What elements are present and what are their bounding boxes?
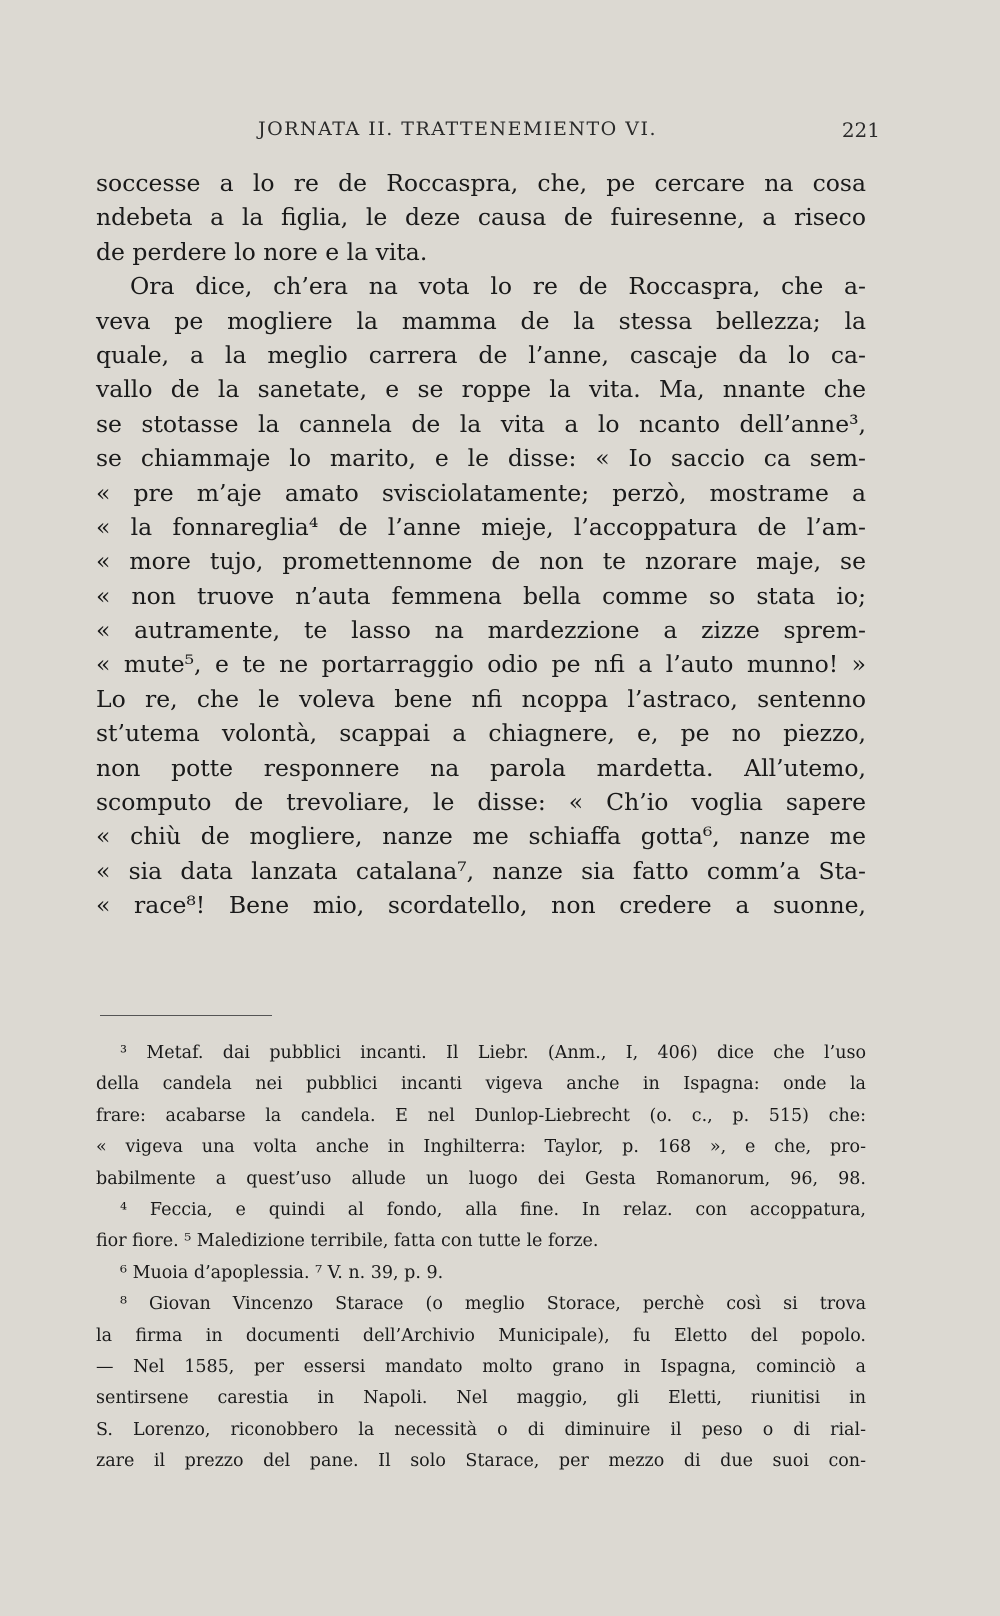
page-number: 221 xyxy=(841,118,880,142)
footnote-line: fior fiore. ⁵ Maledizione terribile, fatta con tutte le forze. xyxy=(96,1231,599,1252)
running-head: JORNATA II. TRATTENEMIENTO VI. xyxy=(258,118,658,140)
text-line: se chiammaje lo marito, e le disse: « Io saccio ca sem- xyxy=(96,444,866,473)
text-line: « la fonnareglia⁴ de l’anne mieje, l’accoppatura de l’am- xyxy=(96,512,866,541)
text-line: « mute⁵, e te ne portarraggio odio pe nfi a l’auto munno! » xyxy=(96,650,866,679)
page-header xyxy=(258,118,880,148)
text-line: scomputo de trevoliare, le disse: « Ch’io voglia sapere xyxy=(96,788,866,817)
footnote-line: sentirsene carestia in Napoli. Nel maggio, gli Eletti, riunitisi in xyxy=(96,1388,866,1409)
footnote-line: — Nel 1585, per essersi mandato molto grano in Ispagna, cominciò a xyxy=(96,1356,866,1377)
footnote-line: della candela nei pubblici incanti vigeva anche in Ispagna: onde la xyxy=(96,1074,866,1095)
footnote-line: ³ Metaf. dai pubblici incanti. Il Liebr. (Anm., I, 406) dice che l’uso xyxy=(120,1043,866,1063)
text-line: « chiù de mogliere, nanze me schiaffa gotta⁶, nanze me xyxy=(96,822,866,851)
text-line: soccesse a lo re de Roccaspra, che, pe cercare na cosa xyxy=(96,169,866,197)
text-line: « race⁸! Bene mio, scordatello, non credere a suonne, xyxy=(96,891,866,920)
text-line: Lo re, che le voleva bene nfi ncoppa l’astraco, sentenno xyxy=(96,684,866,713)
footnote-line: S. Lorenzo, riconobbero la necessità o di diminuire il peso o di rial- xyxy=(96,1419,866,1440)
footnote-line: la firma in documenti dell’Archivio Municipale), fu Eletto del popolo. xyxy=(96,1325,866,1346)
text-line: « more tujo, promettennome de non te nzorare maje, se xyxy=(96,547,866,576)
text-line: Ora dice, ch’era na vota lo re de Roccaspra, che a- xyxy=(130,272,866,301)
text-line: se stotasse la cannela de la vita a lo ncanto dell’anne³, xyxy=(96,409,866,438)
footnote-line: zare il prezzo del pane. Il solo Starace, per mezzo di due suoi con- xyxy=(96,1451,866,1472)
text-line: quale, a la meglio carrera de l’anne, cascaje da lo ca- xyxy=(96,340,866,369)
text-line: veva pe mogliere la mamma de la stessa bellezza; la xyxy=(96,306,866,335)
text-line: « autramente, te lasso na mardezzione a zizze sprem- xyxy=(96,616,866,645)
body-text xyxy=(96,166,866,923)
text-line: « non truove n’auta femmena bella comme so stata io; xyxy=(96,581,866,610)
footnote-line: babilmente a quest’uso allude un luogo dei Gesta Romanorum, 96, 98. xyxy=(96,1168,866,1189)
footnotes xyxy=(96,1038,866,1477)
footnote-line: « vigeva una volta anche in Inghilterra: Taylor, p. 168 », e che, pro- xyxy=(96,1137,866,1158)
text-line: vallo de la sanetate, e se roppe la vita. Ma, nnante che xyxy=(96,375,866,404)
footnote-rule xyxy=(100,1015,272,1016)
text-line: non potte responnere na parola mardetta. All’utemo, xyxy=(96,753,866,782)
text-line: de perdere lo nore e la vita. xyxy=(96,237,428,266)
text-line: « sia data lanzata catalana⁷, nanze sia fatto comm’a Sta- xyxy=(96,856,866,885)
text-line: st’utema volontà, scappai a chiagnere, e, pe no piezzo, xyxy=(96,719,866,748)
footnote-line: frare: acabarse la candela. E nel Dunlop-Liebrecht (o. c., p. 515) che: xyxy=(96,1105,866,1126)
footnote-line: ⁴ Feccia, e quindi al fondo, alla fine. In relaz. con accoppatura, xyxy=(120,1199,866,1220)
footnote-line: ⁶ Muoia d’apoplessia. ⁷ V. n. 39, p. 9. xyxy=(120,1262,444,1283)
footnote-line: ⁸ Giovan Vincenzo Starace (o meglio Storace, perchè così si trova xyxy=(120,1294,866,1315)
text-line: ndebeta a la figlia, le deze causa de fuiresenne, a riseco xyxy=(96,203,866,232)
text-line: « pre m’aje amato svisciolatamente; perzò, mostrame a xyxy=(96,478,866,507)
